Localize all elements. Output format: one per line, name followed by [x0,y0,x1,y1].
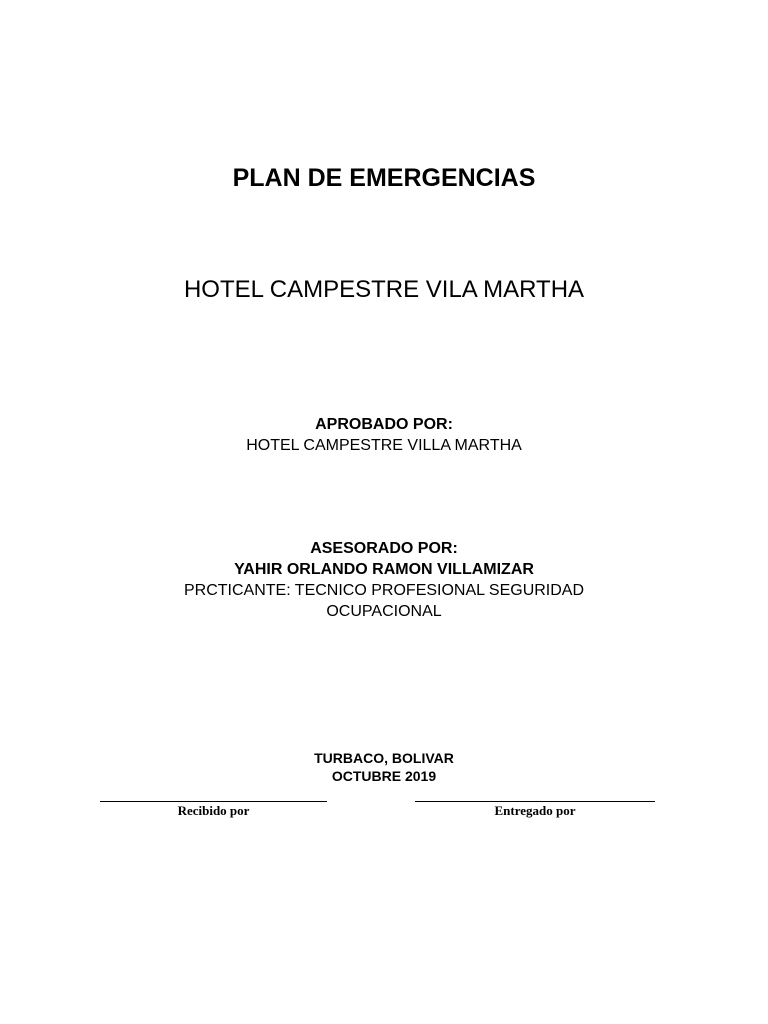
delivered-by-label: Entregado por [494,803,576,818]
advisor-role-line1: PRCTICANTE: TECNICO PROFESIONAL SEGURIDAD [183,582,585,599]
date-text: OCTUBRE 2019 [331,768,437,784]
approved-label: APROBADO POR: [315,416,453,433]
advisor-role-line2: OCUPACIONAL [326,603,442,620]
place-text: TURBACO, BOLIVAR [314,750,454,766]
approved-value: HOTEL CAMPESTRE VILLA MARTHA [246,437,522,454]
advisor-name: YAHIR ORLANDO RAMON VILLAMIZAR [234,561,534,578]
signature-line-received [100,801,327,802]
document-title: PLAN DE EMERGENCIAS [232,164,536,192]
received-by-label: Recibido por [177,803,250,818]
signature-line-delivered [415,801,655,802]
advised-label: ASESORADO POR: [310,540,458,557]
document-subtitle: HOTEL CAMPESTRE VILA MARTHA [183,276,585,303]
